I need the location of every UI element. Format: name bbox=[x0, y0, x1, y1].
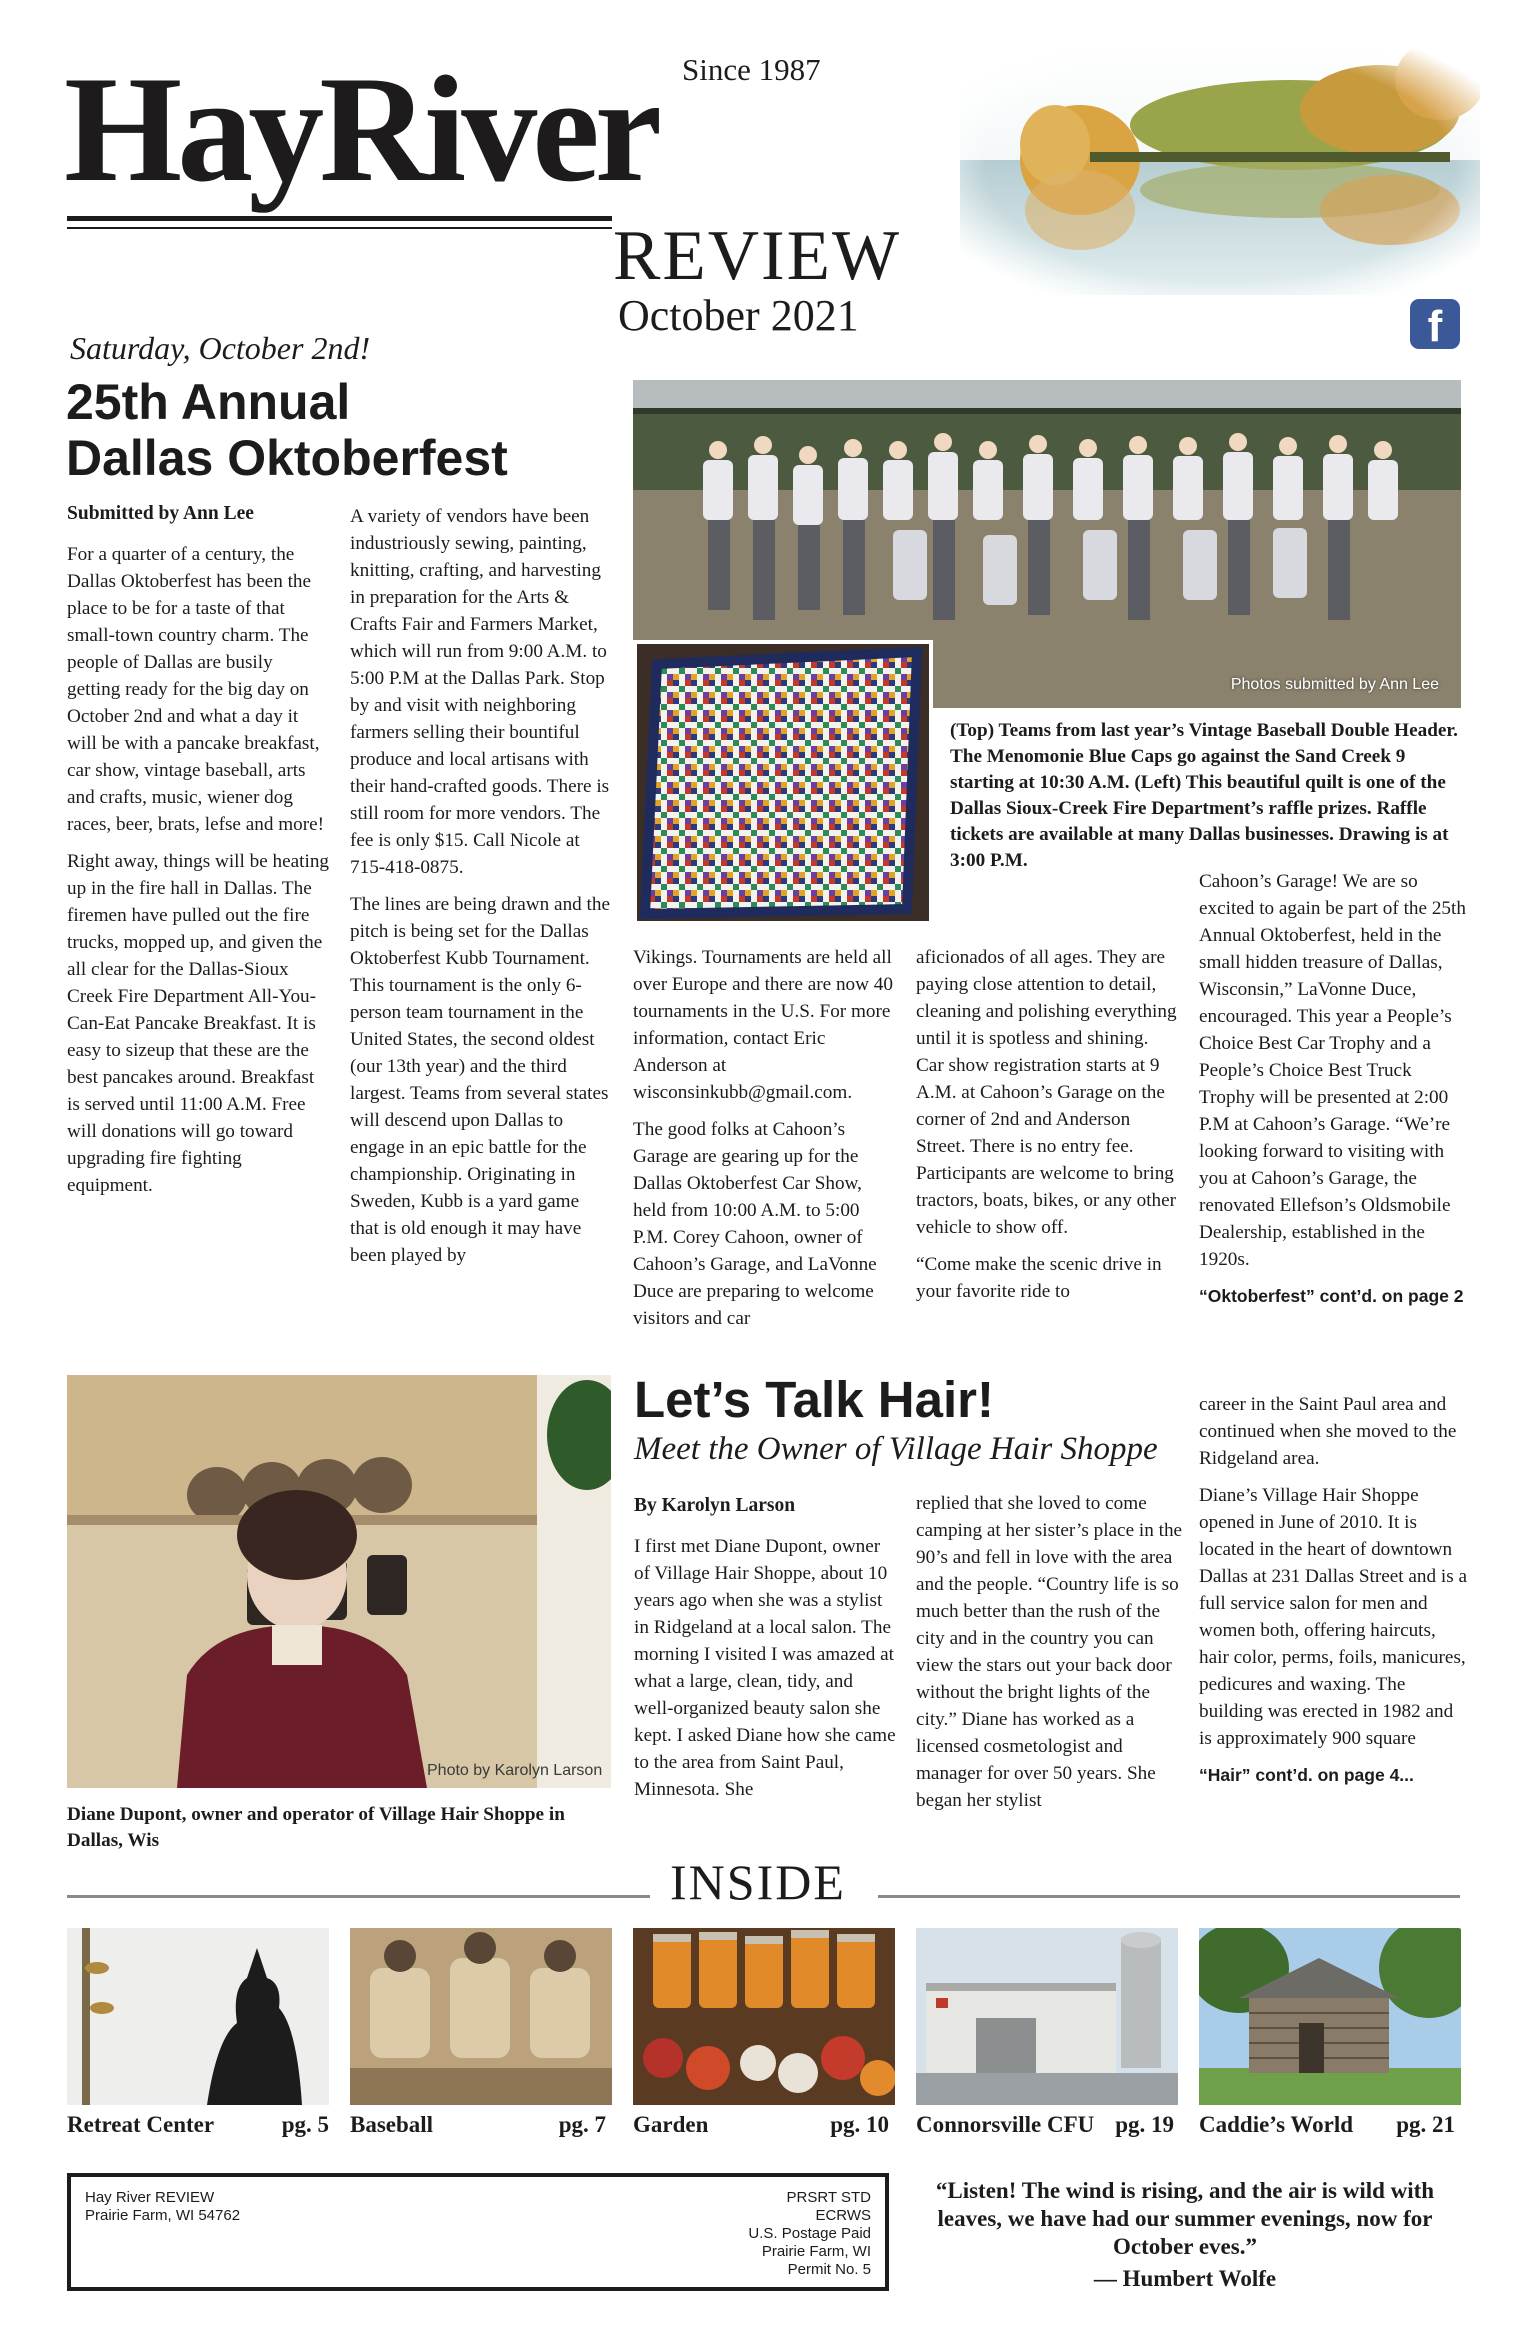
inside-label-connorsville-name: Connorsville CFU bbox=[916, 2112, 1095, 2137]
quilt-photo bbox=[633, 640, 933, 925]
story1-col5 bbox=[1199, 868, 1467, 1310]
story2-col3-p2: Diane’s Village Hair Shoppe opened in June of 2010. It is located in the heart of downtown Dallas at 231 Dallas Street and is a full service salon for men and women both, offering haircuts, hair color, perms, foils, manicures, pedicures and waxing. The building was erected in 1982 and is approximately 900 square bbox=[1199, 1485, 1468, 1749]
since-label: Since 1987 bbox=[682, 52, 821, 87]
story1-col3 bbox=[633, 944, 895, 1342]
story1-col4-p2: “Come make the scenic drive in your favorite ride to bbox=[916, 1254, 1162, 1302]
postage-line1: PRSRT STD bbox=[786, 2189, 871, 2206]
story1-kicker: Saturday, October 2nd! bbox=[70, 330, 371, 366]
story1-headline-line2: Dallas Oktoberfest bbox=[66, 430, 508, 486]
postage-indicia bbox=[748, 2189, 871, 2279]
story2-byline: By Karolyn Larson bbox=[634, 1495, 796, 1516]
inside-thumb-caddies-world[interactable] bbox=[1199, 1928, 1461, 2105]
postage-line5: Permit No. 5 bbox=[787, 2261, 871, 2278]
inside-label-garden-name: Garden bbox=[633, 2112, 709, 2137]
inside-label-baseball-name: Baseball bbox=[350, 2112, 434, 2137]
inside-label-connorsville[interactable] bbox=[916, 2112, 1174, 2138]
inside-rule-right bbox=[878, 1895, 1460, 1898]
inside-rule-left bbox=[67, 1895, 650, 1898]
inside-label-caddies-world-name: Caddie’s World bbox=[1199, 2112, 1354, 2137]
story1-col1 bbox=[67, 500, 329, 1209]
inside-label-retreat[interactable] bbox=[67, 2112, 329, 2138]
story1-continued-link[interactable]: “Oktoberfest” cont’d. on page 2 bbox=[1199, 1286, 1464, 1306]
inside-heading: INSIDE bbox=[670, 1854, 846, 1910]
masthead-title: HayRiver bbox=[64, 45, 658, 213]
inside-thumb-garden[interactable] bbox=[633, 1928, 895, 2105]
story1-col3-p2: The good folks at Cahoon’s Garage are gearing up for the Dallas Oktoberfest Car Show, held from 10:00 A.M. to 5:00 P.M. Corey Cahoon, owner of Cahoon’s Garage, and LaVonne Duce are preparing to welcome visitors and car bbox=[633, 1119, 877, 1329]
story2-col2 bbox=[916, 1490, 1184, 1824]
masthead-review: REVIEW bbox=[613, 217, 902, 295]
inside-thumb-baseball[interactable] bbox=[350, 1928, 612, 2105]
story1-col3-p1: Vikings. Tournaments are held all over Europe and there are now 40 tournaments in the U.S. For more information, contact Eric Anderson at wisconsinkubb@gmail.com. bbox=[633, 947, 893, 1103]
inside-label-garden[interactable] bbox=[633, 2112, 889, 2138]
story1-col2-p1: A variety of vendors have been industriously sewing, painting, knitting, crafting, and harvesting in preparation for the Arts & Crafts Fair and Farmers Market, which will run from 9:00 A.M. to 5:00 P.M at the Dallas Park. Stop by and visit with neighboring farmers selling their bountiful produce and local artisans with their hand-crafted goods. There is still room for more vendors. The fee is only $15. Call Nicole at 715-418-0875. bbox=[350, 506, 610, 878]
inside-label-caddies-world-page: pg. 21 bbox=[1396, 2112, 1455, 2137]
inside-label-baseball[interactable] bbox=[350, 2112, 606, 2138]
stylist-photo-credit: Photo by Karolyn Larson bbox=[427, 1762, 603, 1779]
story2-col3-p1: career in the Saint Paul area and continued when she moved to the Ridgeland area. bbox=[1199, 1394, 1457, 1469]
story1-col4-p1: aficionados of all ages. They are paying close attention to detail, cleaning and polishing everything until it is spotless and shining. Car show registration starts at 9 A.M. at Cahoon’s Garage on the corner of 2nd and Anderson Street. There is no entry fee. Participants are welcome to bring tractors, boats, bikes, or any other vehicle to show off. bbox=[916, 947, 1177, 1238]
mailing-address: Prairie Farm, WI 54762 bbox=[85, 2207, 241, 2224]
inside-label-baseball-page: pg. 7 bbox=[558, 2112, 606, 2137]
closing-quote: “Listen! The wind is rising, and the air is wild with leaves, we have had our summer evenings, now for October eves.” bbox=[935, 2178, 1435, 2259]
quote-author: — Humbert Wolfe bbox=[1093, 2266, 1277, 2291]
postage-line2: ECRWS bbox=[815, 2207, 871, 2224]
postage-line4: Prairie Farm, WI bbox=[761, 2243, 871, 2260]
story2-col1 bbox=[634, 1492, 896, 1813]
story1-byline: Submitted by Ann Lee bbox=[67, 503, 254, 524]
mailing-address-block bbox=[85, 2189, 240, 2225]
stylist-photo-caption: Diane Dupont, owner and operator of Village Hair Shoppe in Dallas, Wis bbox=[67, 1804, 565, 1851]
issue-date: October 2021 bbox=[618, 291, 859, 340]
inside-label-caddies-world[interactable] bbox=[1199, 2112, 1455, 2138]
story2-continued-link[interactable]: “Hair” cont’d. on page 4... bbox=[1199, 1765, 1414, 1785]
story2-headline: Let’s Talk Hair! bbox=[634, 1371, 994, 1428]
mailing-name: Hay River REVIEW bbox=[85, 2189, 215, 2206]
story1-headline-line1: 25th Annual bbox=[66, 374, 351, 430]
story1-col5-p1: Cahoon’s Garage! We are so excited to again be part of the 25th Annual Oktoberfest, held in the small hidden treasure of Dallas, Wisconsin,” LaVonne Duce, encouraged. This year a People’s Choice Best Car Trophy and a People’s Choice Best Truck Trophy will be presented at 2:00 P.M at Cahoon’s Garage. “We’re looking forward to visiting with you at Cahoon’s Garage, the renovated Ellefson’s Oldsmobile Dealership, established in the 1920s. bbox=[1199, 871, 1466, 1270]
story1-col2-p2: The lines are being drawn and the pitch is being set for the Dallas Oktoberfest Kubb Tournament. This tournament is the only 6-person team tournament in the United States, the second oldest (our 13th year) and the third largest. Teams from several states will descend upon Dallas to engage in an epic battle for the championship. Originating in Sweden, Kubb is a yard game that is old enough it may have been played by bbox=[350, 894, 610, 1266]
masthead-rule-thin bbox=[67, 227, 612, 229]
masthead-rule-thick bbox=[67, 216, 612, 221]
inside-label-retreat-page: pg. 5 bbox=[281, 2112, 329, 2137]
story1-col1-p1: For a quarter of a century, the Dallas Oktoberfest has been the place to be for a taste of that small-town country charm. The people of Dallas are busily getting ready for the big day on October 2nd and what a day it will be with a pancake breakfast, car show, vintage baseball, arts and crafts, music, wiener dog races, beer, brats, lefse and more! bbox=[67, 544, 325, 835]
story1-col2 bbox=[350, 503, 612, 1279]
story2-col2-p1: replied that she loved to come camping at her sister’s place in the 90’s and fell in love with the area and the people. “Country life is so much better than the rush of the city and in the country you can view the stars out your back door without the bright lights of the city.” Diane has worked as a licensed cosmetologist and manager for over 50 years. She began her stylist bbox=[916, 1493, 1183, 1811]
facebook-icon[interactable]: f bbox=[1410, 299, 1460, 349]
story2-col3 bbox=[1199, 1391, 1469, 1789]
story1-photo-caption: (Top) Teams from last year’s Vintage Baseball Double Header. The Menomonie Blue Caps go against the Sand Creek 9 starting at 10:30 A.M. (Left) This beautiful quilt is one of the Dallas Sioux-Creek Fire Department’s raffle prizes. Raffle tickets are available at many Dallas businesses. Drawing is at 3:00 P.M. bbox=[950, 720, 1458, 871]
story1-col1-p2: Right away, things will be heating up in the fire hall in Dallas. The firemen have pulled out the fire trucks, mopped up, and given the all clear for the Dallas-Sioux Creek Fire Department All-You-Can-Eat Pancake Breakfast. It is easy to sizeup that these are the best pancakes around. Breakfast is served until 11:00 A.M. Free will donations will go toward upgrading fire fighting equipment. bbox=[67, 851, 330, 1196]
inside-label-retreat-name: Retreat Center bbox=[67, 2112, 215, 2137]
story2-col1-p1: I first met Diane Dupont, owner of Village Hair Shoppe, about 10 years ago when she was a stylist in Ridgeland at a local salon. The morning I visited I was amazed at what a large, clean, tidy, and well-organized beauty salon she kept. I asked Diane how she came to the area from Saint Paul, Minnesota. She bbox=[634, 1536, 896, 1800]
story2-subhead: Meet the Owner of Village Hair Shoppe bbox=[634, 1431, 1158, 1467]
mailing-box bbox=[67, 2173, 889, 2291]
inside-label-garden-page: pg. 10 bbox=[830, 2112, 889, 2137]
masthead-lake-painting bbox=[960, 40, 1480, 295]
inside-thumb-connorsville[interactable] bbox=[916, 1928, 1178, 2105]
baseball-photo-credit: Photos submitted by Ann Lee bbox=[1230, 676, 1439, 693]
stylist-photo bbox=[67, 1375, 611, 1788]
story1-col4 bbox=[916, 944, 1178, 1315]
inside-label-connorsville-page: pg. 19 bbox=[1115, 2112, 1174, 2137]
inside-thumb-retreat[interactable] bbox=[67, 1928, 329, 2105]
story1-headline bbox=[66, 374, 508, 486]
postage-line3: U.S. Postage Paid bbox=[748, 2225, 871, 2242]
